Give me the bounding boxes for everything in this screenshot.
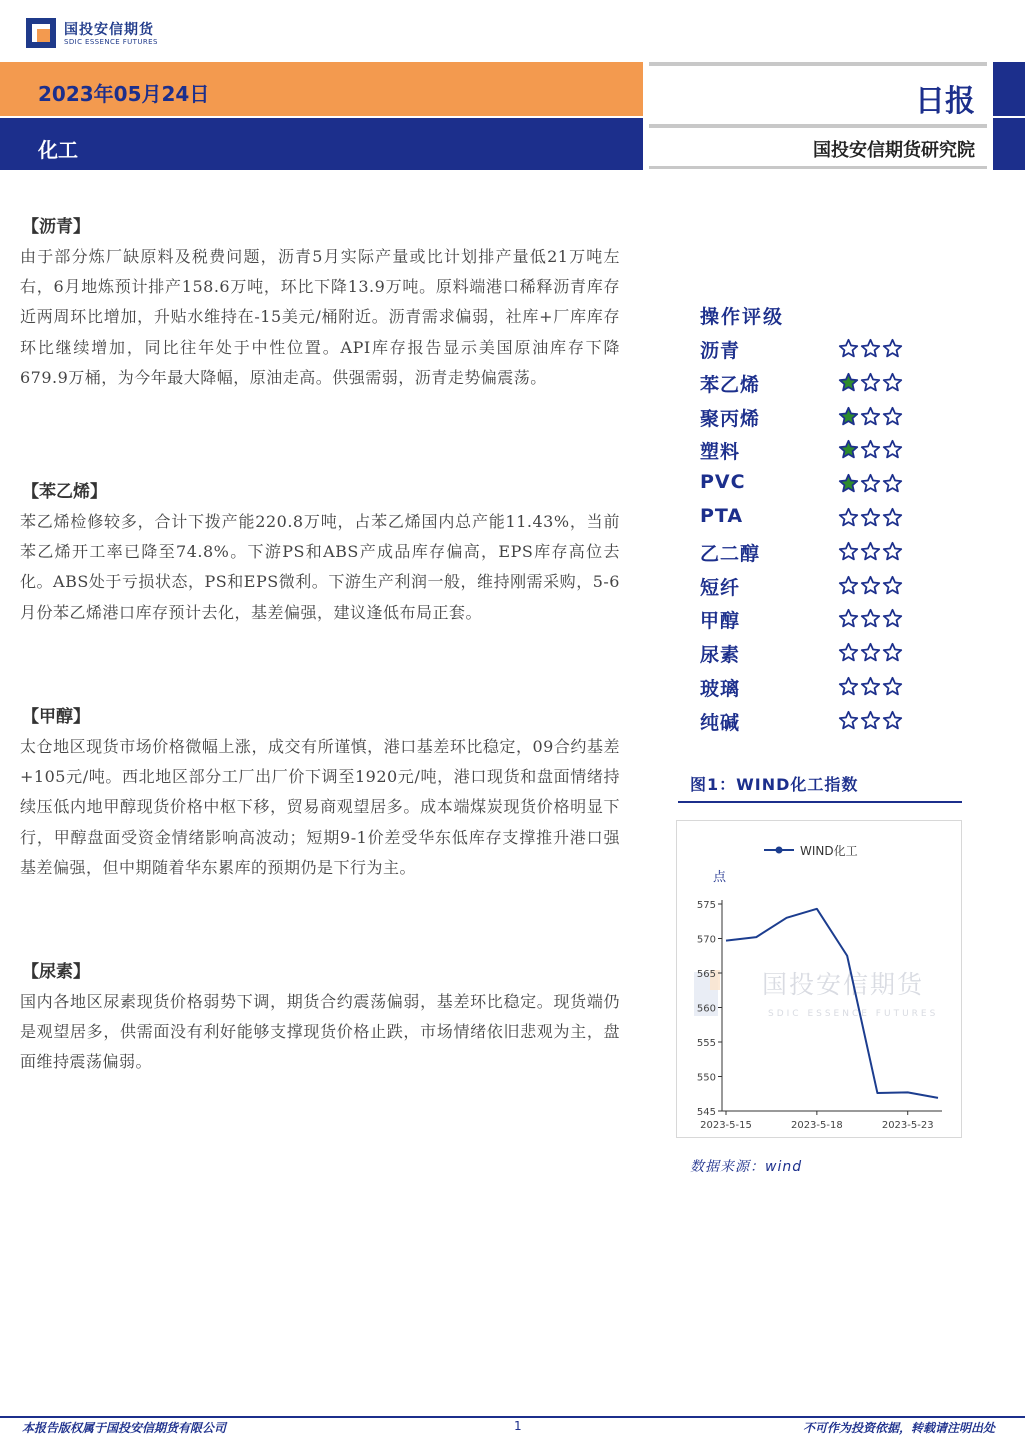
- star-outline-icon: [860, 541, 881, 562]
- star-outline-icon: [838, 710, 859, 731]
- star-outline-icon: [882, 575, 903, 596]
- line-chart: [676, 820, 962, 1138]
- section-title-asphalt: 【沥青】: [22, 217, 90, 237]
- report-date: 2023年05月24日: [38, 82, 210, 106]
- star-rating: [838, 507, 903, 533]
- star-outline-icon: [860, 608, 881, 629]
- rating-product-name: 甲醇: [700, 610, 741, 633]
- star-outline-icon: [860, 676, 881, 697]
- rating-product-name: 塑料: [700, 441, 741, 464]
- rating-row: [700, 404, 960, 434]
- star-outline-icon: [882, 541, 903, 562]
- star-outline-icon: [882, 676, 903, 697]
- rating-row: [700, 640, 960, 670]
- rating-product-name: 短纤: [700, 576, 741, 599]
- star-outline-icon: [838, 608, 859, 629]
- y-tick-label: 575: [696, 900, 716, 911]
- rating-product-name: 聚丙烯: [700, 407, 761, 430]
- rating-product-name: PVC: [700, 471, 746, 494]
- rating-row: [700, 437, 960, 467]
- star-outline-icon: [860, 372, 881, 393]
- star-rating: [838, 642, 903, 668]
- star-filled-icon: [838, 372, 859, 393]
- rating-product-name: 乙二醇: [700, 542, 761, 565]
- star-outline-icon: [882, 608, 903, 629]
- star-outline-icon: [882, 439, 903, 460]
- star-outline-icon: [838, 575, 859, 596]
- star-filled-icon: [838, 406, 859, 427]
- rating-row: [700, 370, 960, 400]
- star-rating: [838, 710, 903, 736]
- rating-product-name: 苯乙烯: [700, 373, 761, 396]
- star-outline-icon: [860, 473, 881, 494]
- figure-title: 图1：WIND化工指数: [690, 775, 859, 794]
- rating-product-name: 纯碱: [700, 711, 741, 734]
- section-body-styrene: 苯乙烯检修较多，合计下拨产能220.8万吨，占苯乙烯国内总产能11.43%，当前苯乙烯开工率已降至74.8%。下游PS和ABS产成品库存偏高，EPS库存高位去化。ABS处于亏损状态，PS和EPS微利。下游生产利润一般，维持刚需采购，5-6月份苯乙烯港口库存预计去化，基差偏强，建议逢低布局正套。: [20, 512, 620, 622]
- x-tick-label: 2023-5-15: [700, 1120, 752, 1131]
- star-outline-icon: [882, 710, 903, 731]
- star-rating: [838, 338, 903, 364]
- report-type-title: 日报: [915, 84, 975, 119]
- rating-row: [700, 606, 960, 636]
- y-tick-label: 545: [696, 1107, 716, 1118]
- header-sector-bar: [0, 118, 643, 170]
- star-outline-icon: [838, 541, 859, 562]
- star-rating: [838, 608, 903, 634]
- rating-product-name: 玻璃: [700, 678, 741, 700]
- chart-container: [676, 820, 962, 1138]
- star-rating: [838, 372, 903, 398]
- star-outline-icon: [882, 507, 903, 528]
- footer-disclaimer: 不可作为投资依据，转载请注明出处: [802, 1421, 995, 1435]
- section-body-asphalt: 由于部分炼厂缺原料及税费问题，沥青5月实际产量或比计划排产量低21万吨左右，6月地炼预计排产158.6万吨，环比下降13.9万吨。原料端港口稀释沥青库存近两周环比增加，升贴水维持在-15美元/桶附近。沥青需求偏弱，社库+厂库库存环比继续增加，同比往年处于中性位置。API库存报告显示美国原油库存下降679.9万桶，为今年最大降幅，原油走高。供强需弱，沥青走势偏震荡。: [20, 247, 620, 387]
- star-outline-icon: [860, 406, 881, 427]
- rating-product-name: 沥青: [700, 340, 741, 362]
- star-outline-icon: [860, 575, 881, 596]
- star-outline-icon: [860, 642, 881, 663]
- rating-row: [700, 539, 960, 569]
- star-rating: [838, 439, 903, 465]
- star-outline-icon: [882, 473, 903, 494]
- y-axis-label: 点: [713, 870, 727, 885]
- rating-row: [700, 674, 960, 704]
- header-divider: [649, 124, 987, 128]
- x-tick-label: 2023-5-23: [881, 1120, 934, 1131]
- section-title-methanol: 【甲醇】: [22, 707, 90, 727]
- logo-subtitle: SDIC ESSENCE FUTURES: [64, 38, 158, 46]
- legend-label: WIND化工: [800, 844, 858, 858]
- star-outline-icon: [860, 507, 881, 528]
- star-outline-icon: [838, 338, 859, 359]
- star-rating: [838, 473, 903, 499]
- star-outline-icon: [882, 642, 903, 663]
- y-tick-label: 565: [696, 969, 716, 980]
- series-line-wind-chemical: [726, 909, 938, 1098]
- footer-rule: [0, 1416, 1025, 1418]
- footer-copyright: 本报告版权属于国投安信期货有限公司: [22, 1421, 227, 1435]
- y-tick-label: 555: [696, 1038, 716, 1049]
- header-divider: [649, 166, 987, 169]
- rating-row: [700, 336, 960, 366]
- star-rating: [838, 541, 903, 567]
- logo-name: 国投安信期货: [64, 22, 154, 38]
- logo-mark-icon: [26, 18, 56, 48]
- star-outline-icon: [882, 406, 903, 427]
- section-title-styrene: 【苯乙烯】: [22, 482, 107, 502]
- y-tick-label: 570: [696, 934, 716, 946]
- rating-row: [700, 573, 960, 603]
- figure-source: 数据来源：wind: [690, 1159, 803, 1175]
- y-tick-label: 550: [696, 1072, 716, 1084]
- header-divider: [649, 62, 987, 66]
- star-outline-icon: [838, 507, 859, 528]
- header-accent-block: [993, 118, 1025, 170]
- institute-name: 国投安信期货研究院: [813, 140, 975, 161]
- rating-product-name: PTA: [700, 505, 744, 527]
- watermark-subtext: SDIC ESSENCE FUTURES: [768, 1009, 939, 1019]
- star-rating: [838, 406, 903, 432]
- rating-row: [700, 471, 960, 501]
- star-outline-icon: [838, 642, 859, 663]
- star-rating: [838, 575, 903, 601]
- star-outline-icon: [838, 676, 859, 697]
- star-outline-icon: [860, 710, 881, 731]
- page-number: 1: [514, 1419, 522, 1433]
- star-rating: [838, 676, 903, 702]
- star-outline-icon: [860, 338, 881, 359]
- section-body-urea: 国内各地区尿素现货价格弱势下调，期货合约震荡偏弱，基差环比稳定。现货端仍是观望居多，供需面没有利好能够支撑现货价格止跌，市场情绪依旧悲观为主，盘面维持震荡偏弱。: [20, 992, 620, 1072]
- ratings-title: 操作评级: [700, 306, 785, 328]
- star-filled-icon: [838, 473, 859, 494]
- legend-marker: [776, 847, 783, 854]
- star-outline-icon: [882, 338, 903, 359]
- star-outline-icon: [860, 439, 881, 460]
- section-body-methanol: 太仓地区现货市场价格微幅上涨，成交有所谨慎，港口基差环比稳定，09合约基差+105元/吨。西北地区部分工厂出厂价下调至1920元/吨，港口现货和盘面情绪持续压低内地甲醇现货价格中枢下移，贸易商观望居多。成本端煤炭现货价格明显下行，甲醇盘面受资金情绪影响高波动；短期9-1价差受华东低库存支撑推升港口强基差偏强，但中期随着华东累库的预期仍是下行为主。: [20, 737, 620, 877]
- report-sector: 化工: [38, 138, 78, 162]
- star-filled-icon: [838, 439, 859, 460]
- x-tick-label: 2023-5-18: [790, 1120, 843, 1131]
- header-accent-block: [993, 62, 1025, 116]
- rating-row: [700, 505, 960, 535]
- y-tick-label: 560: [696, 1003, 716, 1015]
- section-title-urea: 【尿素】: [22, 962, 90, 982]
- figure-title-rule: [678, 801, 962, 803]
- company-logo: [26, 16, 186, 52]
- rating-row: [700, 708, 960, 738]
- watermark-text: 国投安信期货: [762, 970, 925, 999]
- star-outline-icon: [882, 372, 903, 393]
- rating-product-name: 尿素: [700, 644, 741, 667]
